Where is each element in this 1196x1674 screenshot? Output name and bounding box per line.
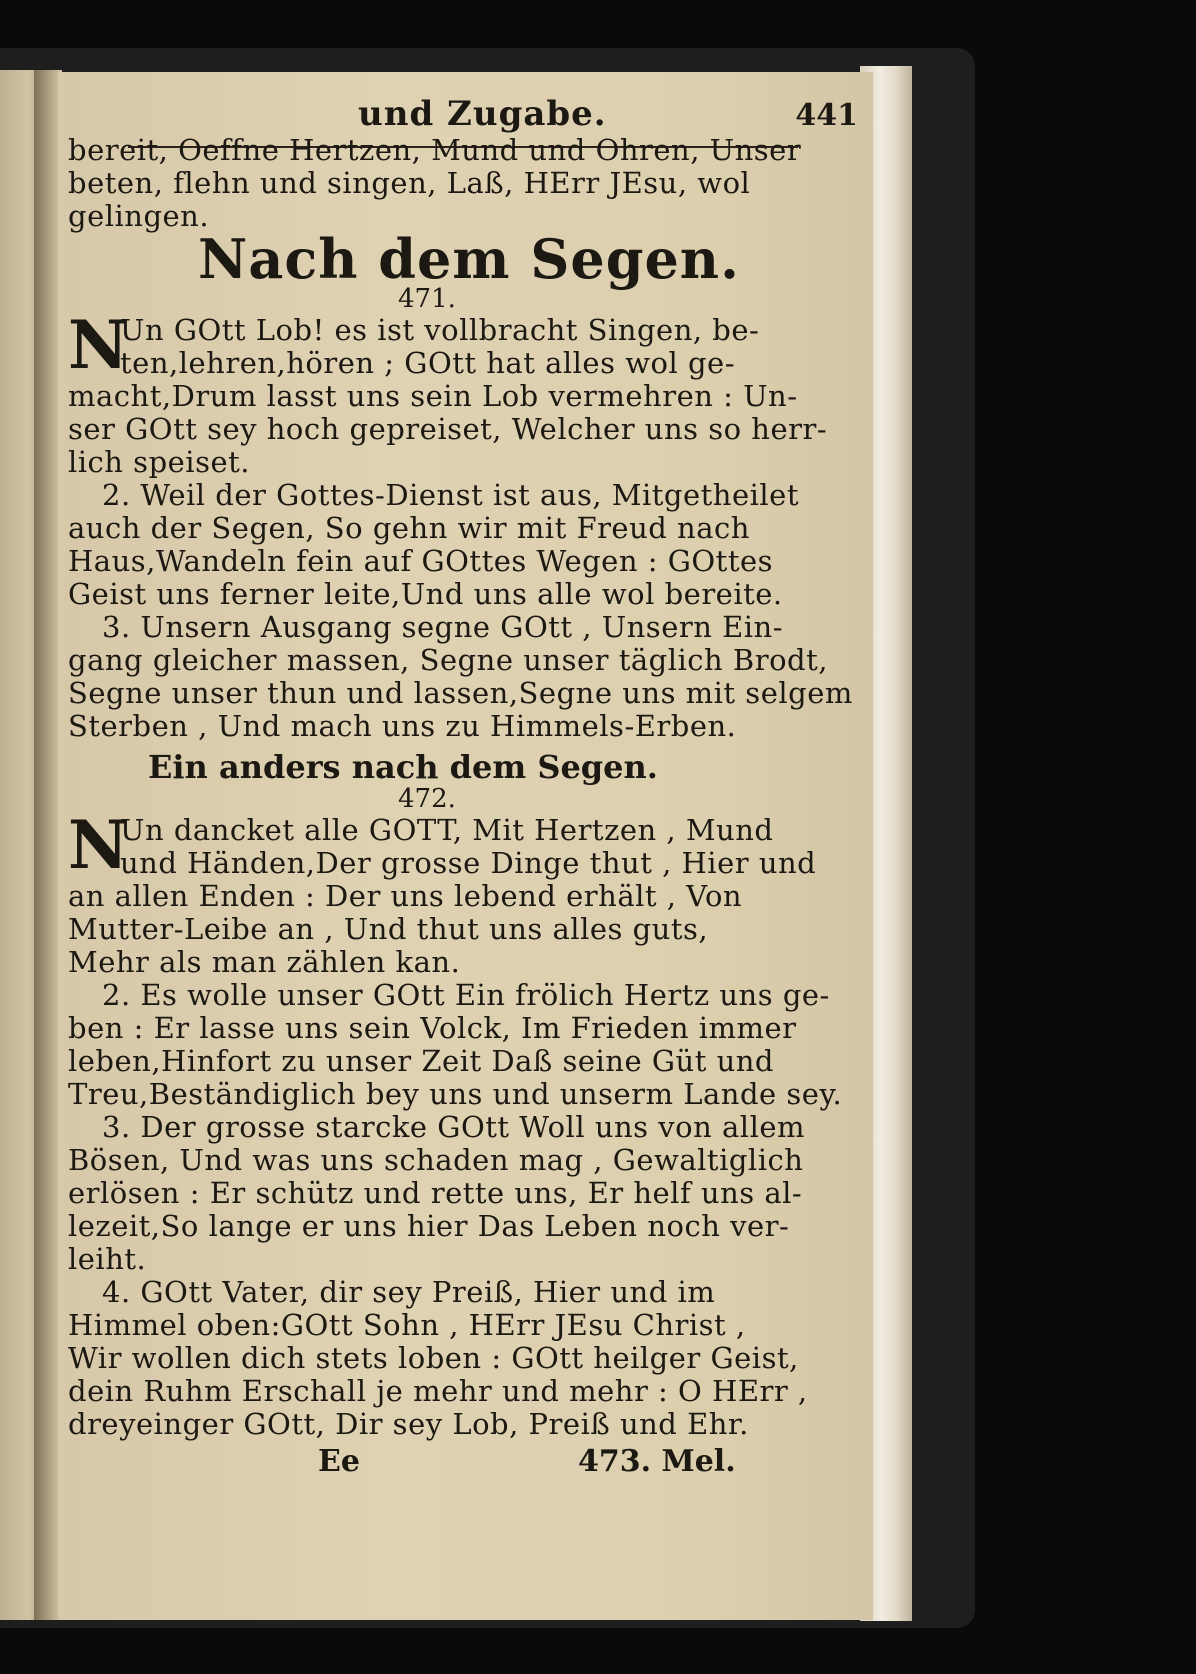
- hymn-line: leben,Hinfort zu unser Zeit Daß seine Güt und: [68, 1044, 774, 1078]
- hymn-line: leiht.: [68, 1242, 147, 1276]
- hymn-line: Mehr als man zählen kan.: [68, 945, 461, 979]
- hymn-line: 2. Weil der Gottes-Dienst ist aus, Mitgetheilet: [102, 478, 799, 512]
- hymn-line: ben : Er lasse uns sein Volck, Im Frieden immer: [68, 1011, 797, 1045]
- hymn-number: 472.: [398, 784, 456, 814]
- drop-cap: N: [68, 806, 129, 884]
- hymn-line: an allen Enden : Der uns lebend erhält , Von: [68, 879, 743, 913]
- hymn-line: Sterben , Und mach uns zu Himmels-Erben.: [68, 709, 737, 743]
- section-heading: Ein anders nach dem Segen.: [148, 748, 658, 786]
- hymn-line: dein Ruhm Erschall je mehr und mehr : O HErr ,: [68, 1374, 808, 1408]
- book-page: [58, 72, 873, 1620]
- section-heading: Nach dem Segen.: [198, 227, 740, 291]
- hymn-line: Geist uns ferner leite,Und uns alle wol bereite.: [68, 577, 783, 611]
- hymn-line: auch der Segen, So gehn wir mit Freud nach: [68, 511, 750, 545]
- signature-mark: Ee: [318, 1444, 360, 1479]
- hymn-number: 471.: [398, 284, 456, 314]
- hymn-line: 3. Der grosse starcke GOtt Woll uns von allem: [102, 1110, 806, 1144]
- hymn-line: Himmel oben:GOtt Sohn , HErr JEsu Christ ,: [68, 1308, 746, 1342]
- header-title: und Zugabe.: [358, 94, 607, 134]
- hymn-line: macht,Drum lasst uns sein Lob vermehren : Un-: [68, 379, 798, 413]
- hymn-line: Un GOtt Lob! es ist vollbracht Singen, be-: [120, 313, 760, 347]
- hymn-line: dreyeinger GOtt, Dir sey Lob, Preiß und Ehr.: [68, 1407, 749, 1441]
- hymn-line: 3. Unsern Ausgang segne GOtt , Unsern Ein-: [102, 610, 784, 644]
- hymn-line: Segne unser thun und lassen,Segne uns mit selgem: [68, 676, 853, 710]
- hymn-line: 2. Es wolle unser GOtt Ein frölich Hertz uns ge-: [102, 978, 830, 1012]
- hymn-line: ten,lehren,hören ; GOtt hat alles wol ge-: [120, 346, 735, 380]
- hymn-line: Mutter-Leibe an , Und thut uns alles guts,: [68, 912, 709, 946]
- hymn-line: Haus,Wandeln fein auf GOttes Wegen : GOttes: [68, 544, 774, 578]
- drop-cap: N: [68, 306, 129, 384]
- intro-line: gelingen.: [68, 199, 210, 233]
- page-number: 441: [795, 98, 858, 133]
- hymn-line: Treu,Beständiglich bey uns und unserm Lande sey.: [68, 1077, 843, 1111]
- hymn-line: Wir wollen dich stets loben : GOtt heilger Geist,: [68, 1341, 799, 1375]
- hymn-line: lezeit,So lange er uns hier Das Leben noch ver-: [68, 1209, 790, 1243]
- hymn-line: erlösen : Er schütz und rette uns, Er helf uns al-: [68, 1176, 803, 1210]
- hymn-line: gang gleicher massen, Segne unser täglich Brodt,: [68, 643, 828, 677]
- hymn-line: und Händen,Der grosse Dinge thut , Hier und: [120, 846, 817, 880]
- hymn-line: Bösen, Und was uns schaden mag , Gewaltiglich: [68, 1143, 804, 1177]
- intro-line: bereit, Oeffne Hertzen, Mund und Ohren, Unser: [68, 133, 802, 167]
- catchword: 473. Mel.: [578, 1444, 736, 1479]
- intro-line: beten, flehn und singen, Laß, HErr JEsu, wol: [68, 166, 751, 200]
- hymn-line: ser GOtt sey hoch gepreiset, Welcher uns so herr-: [68, 412, 828, 446]
- hymn-line: lich speiset.: [68, 445, 250, 479]
- hymn-line: 4. GOtt Vater, dir sey Preiß, Hier und im: [102, 1275, 716, 1309]
- hymn-line: Un dancket alle GOTT, Mit Hertzen , Mund: [120, 813, 774, 847]
